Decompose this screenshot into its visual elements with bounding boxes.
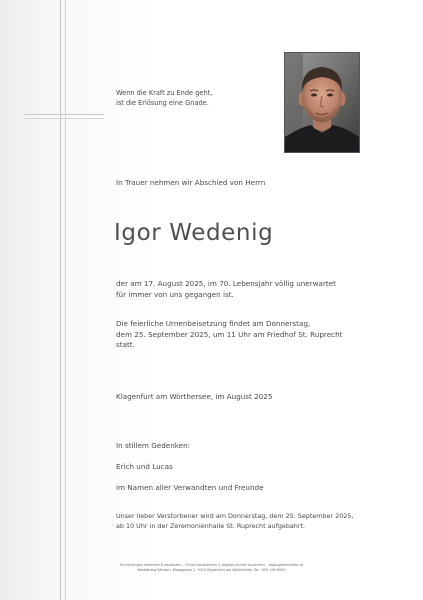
poem-line-2: ist die Erlösung eine Gnade.: [116, 99, 209, 107]
cross-vertical-line: [60, 0, 61, 600]
footer-line-1: Erinnerungen sammeln & bewahren – Online kondolieren & digitale Kerzen anzünden – www.gedenkseite.at: [120, 563, 303, 567]
funeral-details: [116, 319, 342, 351]
place-and-date: Klagenfurt am Wörthersee, im August 2025: [116, 392, 273, 401]
portrait-photo: [284, 52, 360, 153]
death-announcement-line-1: der am 17. August 2025, im 70. Lebensjahr völlig unerwartet: [116, 279, 336, 288]
viewing-note-line-2: ab 10 Uhr in der Zeremonienhalle St. Ruprecht aufgebahrt.: [116, 522, 306, 530]
funeral-details-line-1: Die feierliche Urnenbeisetzung findet am Donnerstag,: [116, 319, 311, 328]
deceased-name: Igor Wedenig: [114, 220, 274, 246]
viewing-note: [116, 511, 353, 531]
cross-horizontal-line-inner: [24, 118, 104, 119]
cross-horizontal-line: [24, 114, 104, 115]
funeral-details-line-2: dem 25. September 2025, um 11 Uhr am Friedhof St. Ruprecht: [116, 329, 343, 339]
portrait-image: [285, 53, 359, 152]
viewing-note-line-1: Unser lieber Verstorbener wird am Donnerstag, dem 25. September 2025,: [116, 512, 354, 520]
footer-line-2: Bestattung Kärnten, Waaggasse 2, 9020 Klagenfurt am Wörthersee, Tel.: 050 199 6600: [137, 568, 286, 572]
cross-vertical-line-inner: [65, 0, 66, 600]
mourners-names: Erich und Lucas: [116, 462, 173, 471]
intro-text: In Trauer nehmen wir Abschied von Herrn: [116, 178, 266, 187]
death-announcement: [116, 279, 336, 300]
death-announcement-line-2: für immer von uns gegangen ist.: [116, 289, 234, 299]
poem-line-1: Wenn die Kraft zu Ende geht,: [116, 89, 213, 97]
funeral-details-line-3: statt.: [116, 340, 135, 349]
footer: [0, 563, 423, 573]
mourners-relatives: im Namen aller Verwandten und Freunde: [116, 483, 264, 492]
poem: [116, 88, 212, 108]
mourners-heading: In stillem Gedenken:: [116, 441, 191, 450]
